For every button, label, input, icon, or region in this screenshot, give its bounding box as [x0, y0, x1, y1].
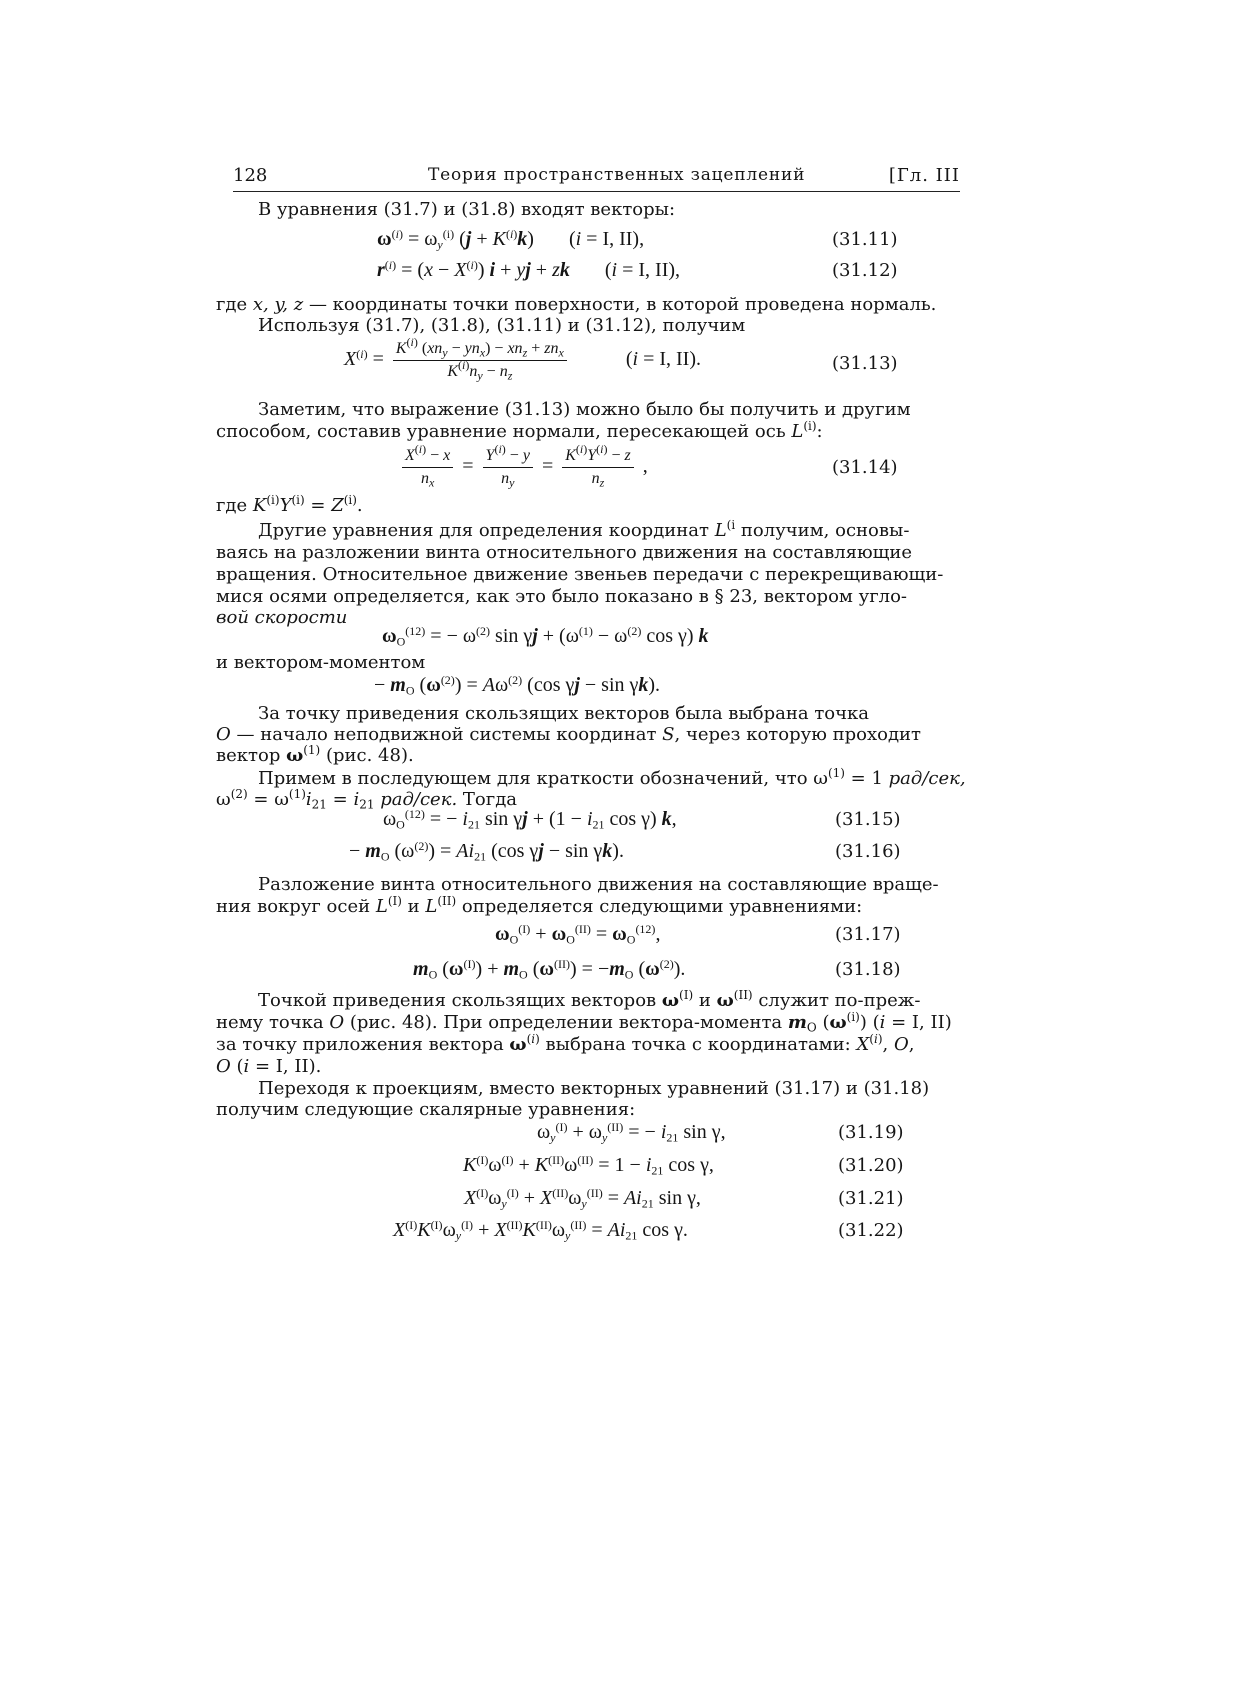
- text-fragment: нему точка: [216, 1012, 324, 1033]
- equation-number: (31.13): [832, 353, 898, 374]
- text-fragment: и: [407, 896, 420, 917]
- text-fragment: , через которую проходит: [674, 724, 921, 745]
- text-fragment: Тогда: [462, 789, 518, 810]
- paragraph-reduction-line3: за точку приложения вектора $\omega^{(i)}$ выбрана точка с координатами: $X^{(i)}$, O,: [216, 1031, 915, 1055]
- equation-moment: − $m_O$ $(\omega^{(2)}) = A\omega^{(2)}$ (cos γj − sin γk).: [374, 672, 661, 698]
- text-fragment: получим, основы-: [740, 520, 910, 541]
- paragraph-assume-line1: Примем в последующем для краткости обозначений, что $\omega^{(1)} = 1$ рад/сек,: [258, 765, 966, 789]
- paragraph-point-line1: За точку приведения скользящих векторов была выбрана точка: [258, 703, 869, 724]
- text-fragment: рад/сек,: [888, 768, 966, 789]
- paragraph-projections-line1: Переходя к проекциям, вместо векторных уравнений (31.17) и (31.18): [258, 1078, 930, 1099]
- paragraph-decomposition-line2: ния вокруг осей $L^{(I)}$ и $L^{(II)}$ определяется следующими уравнениями:: [216, 893, 863, 917]
- equation-31-22: $X^{(I)}K^{(I)}\omega_y^{(I)} + X^{(II)}K^{(II)}\omega_y^{(II)} = Ai_{21}$ cos γ.: [393, 1217, 688, 1243]
- text-fragment: вектор: [216, 745, 281, 766]
- text-fragment: Примем в последующем для краткости обозначений, что: [258, 768, 808, 789]
- page-number: 128: [233, 165, 268, 186]
- equation-number: (31.20): [838, 1155, 904, 1176]
- text-fragment: где: [216, 294, 248, 315]
- paragraph-other-line4: мися осями определяется, как это было показано в § 23, вектором угло-: [216, 586, 908, 607]
- equation-number: (31.15): [835, 809, 901, 830]
- equation-number: (31.16): [835, 841, 901, 862]
- paragraph-projections-line2: получим следующие скалярные уравнения:: [216, 1099, 636, 1120]
- paragraph-note-line2: способом, составив уравнение нормали, пересекающей ось $L^{(i)}$:: [216, 418, 823, 442]
- equation-number: (31.12): [832, 260, 898, 281]
- paragraph-using: Используя (31.7), (31.8), (31.11) и (31.12), получим: [258, 315, 746, 336]
- equation-number: (31.22): [838, 1220, 904, 1241]
- equation-number: (31.19): [838, 1122, 904, 1143]
- running-title: Теория пространственных зацеплений: [428, 165, 806, 185]
- equation-number: (31.17): [835, 924, 901, 945]
- paragraph-moment-label: и вектором-моментом: [216, 652, 426, 673]
- paragraph-reduction-line4: O (i = I, II).: [216, 1056, 322, 1077]
- paragraph-other-line2: ваясь на разложении винта относительного движения на составляющие: [216, 542, 913, 563]
- equation-number: (31.21): [838, 1188, 904, 1209]
- paragraph-coordinates: [216, 294, 936, 316]
- text-fragment: рад/сек.: [380, 789, 458, 810]
- equation-31-16: − $m_O$ $(\omega^{(2)}) = Ai_{21}$ (cos γj − sin γk).: [349, 838, 624, 864]
- paragraph-assume-line2: $\omega^{(2)} = \omega^{(1)}i_{21} = i_{21}$ рад/сек. Тогда: [216, 786, 518, 812]
- equation-31-11: $\omega^{(i)} = \omega_y^{(i)}$ $(j + K^{(i)}k)$ (i = I, II),: [377, 226, 645, 252]
- text-fragment: способом, составив уравнение нормали, пересекающей ось: [216, 421, 786, 442]
- text-fragment: определяется следующими уравнениями:: [461, 896, 863, 917]
- text-fragment: (рис. 48). При определении вектора-момента: [349, 1012, 783, 1033]
- equation-31-19: $\omega_y^{(I)} + \omega_y^{(II)}$ = − $i_{21}$ sin γ,: [537, 1119, 726, 1145]
- paragraph-other-line1: Другие уравнения для определения координат $L^{(i}$ получим, основы-: [258, 517, 910, 541]
- equation-31-12: $r^{(i)} = (x - X^{(i)}) i$ + yj + zk (i = I, II),: [377, 257, 681, 281]
- equation-angular-velocity: $\omega_O^{(12)}$ = − $\omega^{(2)}$ $\sin \gamma j + (\omega^{(1)} - \omega^{(2)}$ cos γ) k: [382, 623, 709, 649]
- equation-number: (31.18): [835, 959, 901, 980]
- chapter-label: [Гл. III: [888, 165, 960, 186]
- text-fragment: выбрана точка с координатами:: [545, 1034, 851, 1055]
- equation-31-15: $\omega_O^{(12)}$ = − $i_{21}$ $\sin \gamma j + (1 - i_{21}$ cos γ) k,: [383, 806, 677, 832]
- text-fragment: Другие уравнения для определения координат: [258, 520, 709, 541]
- equation-number: (31.14): [832, 457, 898, 478]
- text-fragment: x, y, z: [252, 294, 304, 315]
- paragraph-other-line3: вращения. Относительное движение звеньев передачи с перекрещивающи-: [216, 564, 944, 585]
- paragraph-reduction-line2: нему точка O (рис. 48). При определении вектора-момента $m_O$ $(\omega^{(i)}) (i = I$, II): [216, 1009, 952, 1035]
- paragraph-other-line5: вой скорости: [216, 607, 348, 628]
- equation-31-17: $\omega_O^{(I)} + \omega_O^{(II)} = \omega_O^{(12)}$,: [495, 921, 661, 947]
- paragraph-note-line1: Заметим, что выражение (31.13) можно было бы получить и другим: [258, 399, 911, 420]
- text-fragment: служит по-преж-: [758, 990, 921, 1011]
- fraction: $\frac{K^{(i)} (xn_y - yn_x) - xn_z + zn_x}{K^{(i)}n_y - n_z}$: [393, 340, 567, 381]
- text-fragment: — координаты точки поверхности, в которой проведена нормаль.: [308, 294, 937, 315]
- text-fragment: за точку приложения вектора: [216, 1034, 504, 1055]
- equation-31-13: $X^{(i)}$ = $\frac{K^{(i)} (xn_y - yn_x) - xn_z + zn_x}{K^{(i)}n_y - n_z}$ (i = I, II).: [344, 334, 701, 383]
- paragraph-decomposition-line1: Разложение винта относительного движения на составляющие враще-: [258, 874, 939, 895]
- paragraph-where: где $K^{(i)}Y^{(i)} = Z^{(i)}$.: [216, 492, 363, 516]
- text-fragment: и: [698, 990, 711, 1011]
- text-fragment: Точкой приведения скользящих векторов: [258, 990, 657, 1011]
- equation-number: (31.11): [832, 229, 898, 250]
- paragraph-point-line3: вектор $\omega^{(1)}$ (рис. 48).: [216, 742, 414, 766]
- equation-31-20: $K^{(I)}\omega^{(I)} + K^{(II)}\omega^{(II)} = 1 - i_{21}$ cos γ,: [463, 1152, 714, 1178]
- text-fragment: где: [216, 495, 248, 516]
- text-fragment: (рис. 48).: [325, 745, 414, 766]
- paragraph-reduction-line1: Точкой приведения скользящих векторов $\omega^{(I)}$ и $\omega^{(II)}$ служит по-преж-: [258, 987, 921, 1011]
- paragraph-point-line2: O — начало неподвижной системы координат S, через которую проходит: [216, 724, 921, 745]
- equation-31-21: $X^{(I)}\omega_y^{(I)} + X^{(II)}\omega_y^{(II)} = Ai_{21}$ sin γ,: [464, 1185, 701, 1211]
- running-header: [233, 165, 960, 192]
- paragraph-intro: В уравнения (31.7) и (31.8) входят векторы:: [258, 199, 676, 220]
- equation-31-14: $\frac{X^{(i)} - x}{n_x}$ = $\frac{Y^{(i)} - y}{n_y}$ = $\frac{K^{(i)}Y^{(i)} - z}{n_z}$ ,: [398, 447, 648, 488]
- text-fragment: — начало неподвижной системы координат: [236, 724, 657, 745]
- text-fragment: ния вокруг осей: [216, 896, 371, 917]
- equation-31-18: $m_O$ $(\omega^{(I)}) + m_O$ $(\omega^{(II)}) = -m_O$ $(\omega^{(2)})$.: [413, 956, 686, 982]
